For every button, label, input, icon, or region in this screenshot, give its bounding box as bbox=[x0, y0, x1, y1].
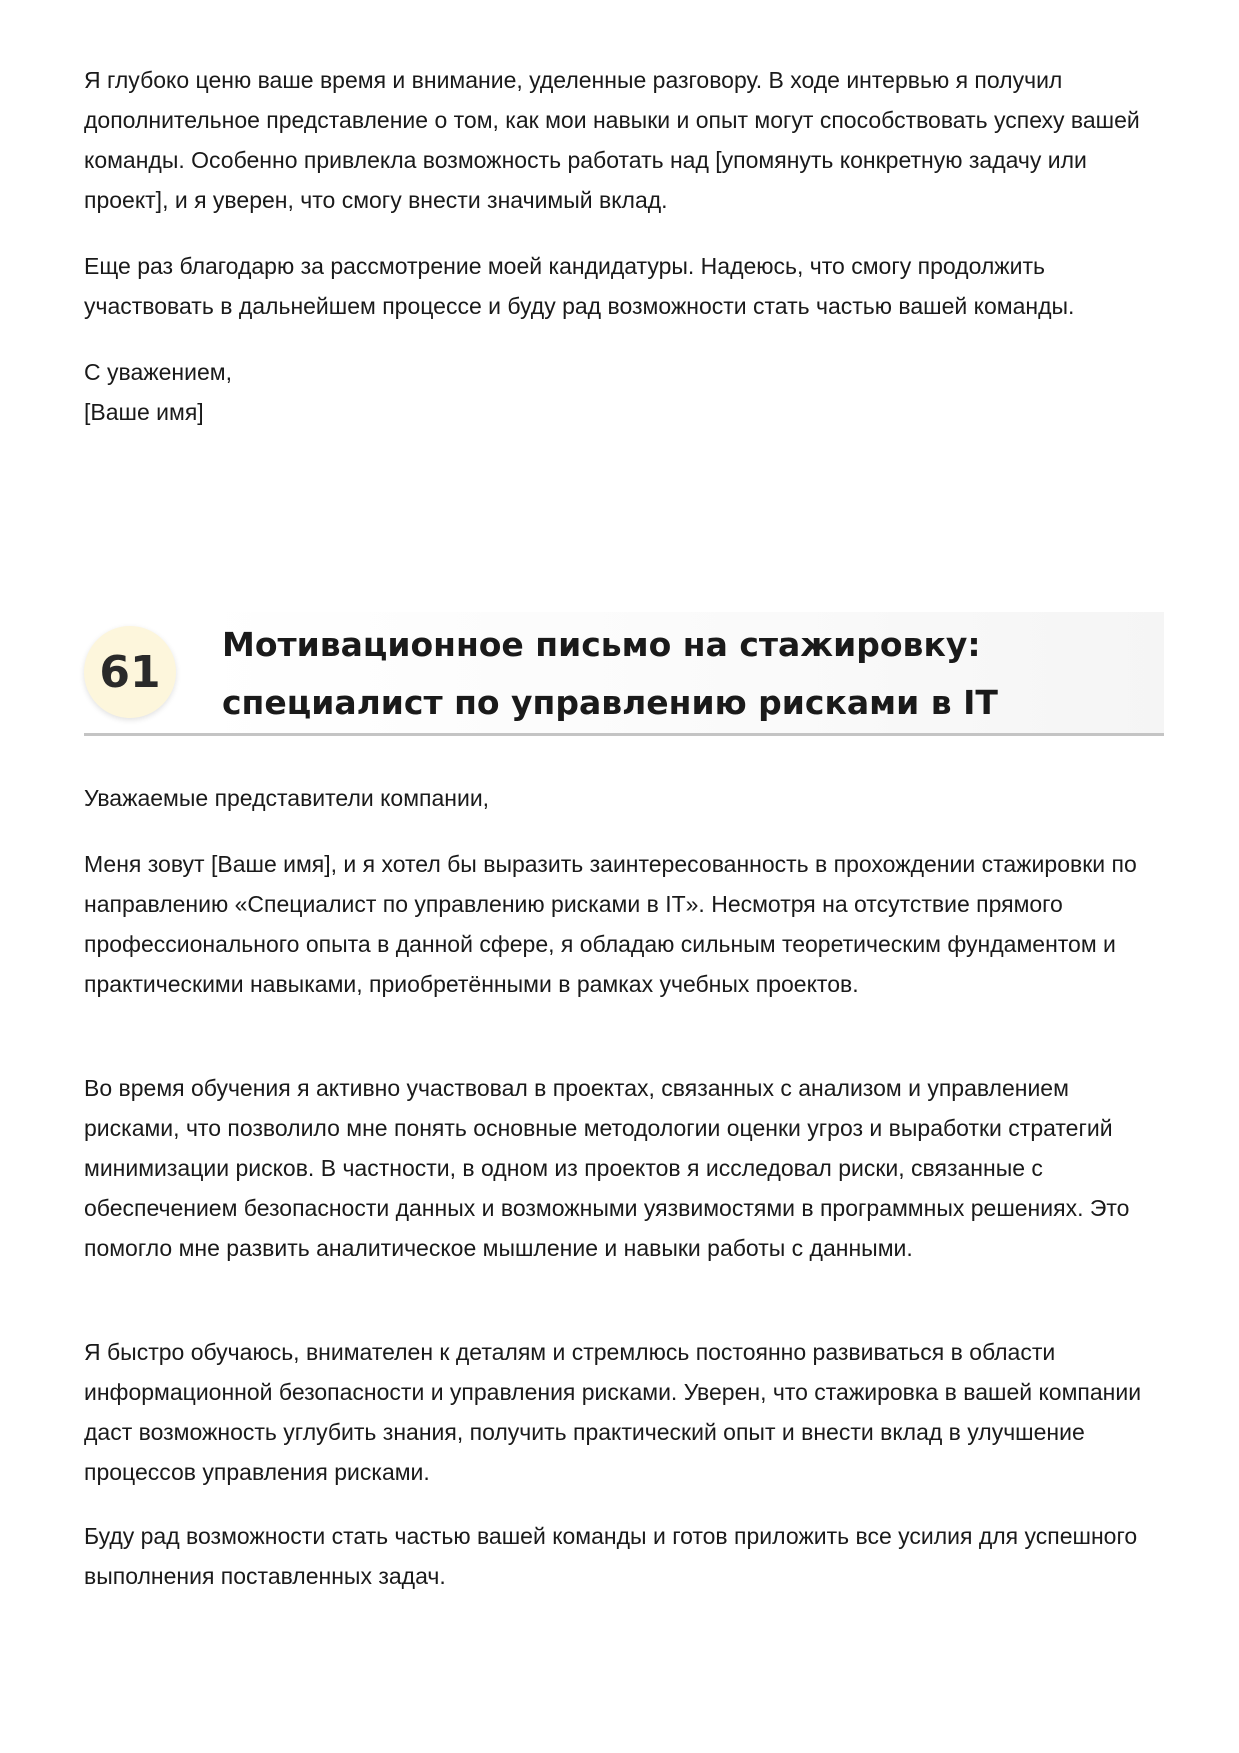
intro-paragraph-2: Еще раз благодарю за рассмотрение моей кандидатуры. Надеюсь, что смогу продолжить участвовать в дальнейшем процессе и буду рад возможности стать частью вашей команды. bbox=[84, 253, 1075, 319]
section-number-badge: 61 bbox=[84, 626, 176, 718]
signature-name: [Ваше имя] bbox=[84, 399, 204, 425]
letter-paragraph-1: Меня зовут [Ваше имя], и я хотел бы выразить заинтересованность в прохождении стажировки по направлению «Специалист по управлению рисками в IT». Несмотря на отсутствие прямого профессионального опыта в данной сфере, я обладаю сильным теоретическим фундаментом и практическими навыками, приобретёнными в рамках учебных проектов. bbox=[84, 851, 1137, 997]
intro-paragraph-1: Я глубоко ценю ваше время и внимание, уделенные разговору. В ходе интервью я получил дополнительное представление о том, как мои навыки и опыт могут способствовать успеху вашей команды. Особенно привлекла возможность работать над [упомянуть конкретную задачу или проект], и я уверен, что смогу внести значимый вклад. bbox=[84, 67, 1140, 213]
section-title-line-2: специалист по управлению рисками в IT bbox=[222, 683, 998, 722]
signature-block bbox=[84, 352, 1164, 432]
section-title bbox=[222, 616, 1122, 732]
heading-divider bbox=[84, 733, 1164, 736]
closing-text: С уважением, bbox=[84, 359, 232, 385]
section-heading bbox=[84, 612, 1164, 736]
letter-greeting: Уважаемые представители компании, bbox=[84, 785, 490, 811]
letter-paragraph-4: Буду рад возможности стать частью вашей команды и готов приложить все усилия для успешного выполнения поставленных задач. bbox=[84, 1523, 1138, 1589]
letter-paragraph-3: Я быстро обучаюсь, внимателен к деталям и стремлюсь постоянно развиваться в области информационной безопасности и управления рисками. Уверен, что стажировка в вашей компании даст возможность углубить знания, получить практический опыт и внести вклад в улучшение процессов управления рисками. bbox=[84, 1339, 1142, 1485]
section-title-line-1: Мотивационное письмо на стажировку: bbox=[222, 625, 981, 664]
letter-paragraph-2: Во время обучения я активно участвовал в проектах, связанных с анализом и управлением рисками, что позволило мне понять основные методологии оценки угроз и выработки стратегий минимизации рисков. В частности, в одном из проектов я исследовал риски, связанные с обеспечением безопасности данных и возможными уязвимостями в программных решениях. Это помогло мне развить аналитическое мышление и навыки работы с данными. bbox=[84, 1075, 1130, 1261]
